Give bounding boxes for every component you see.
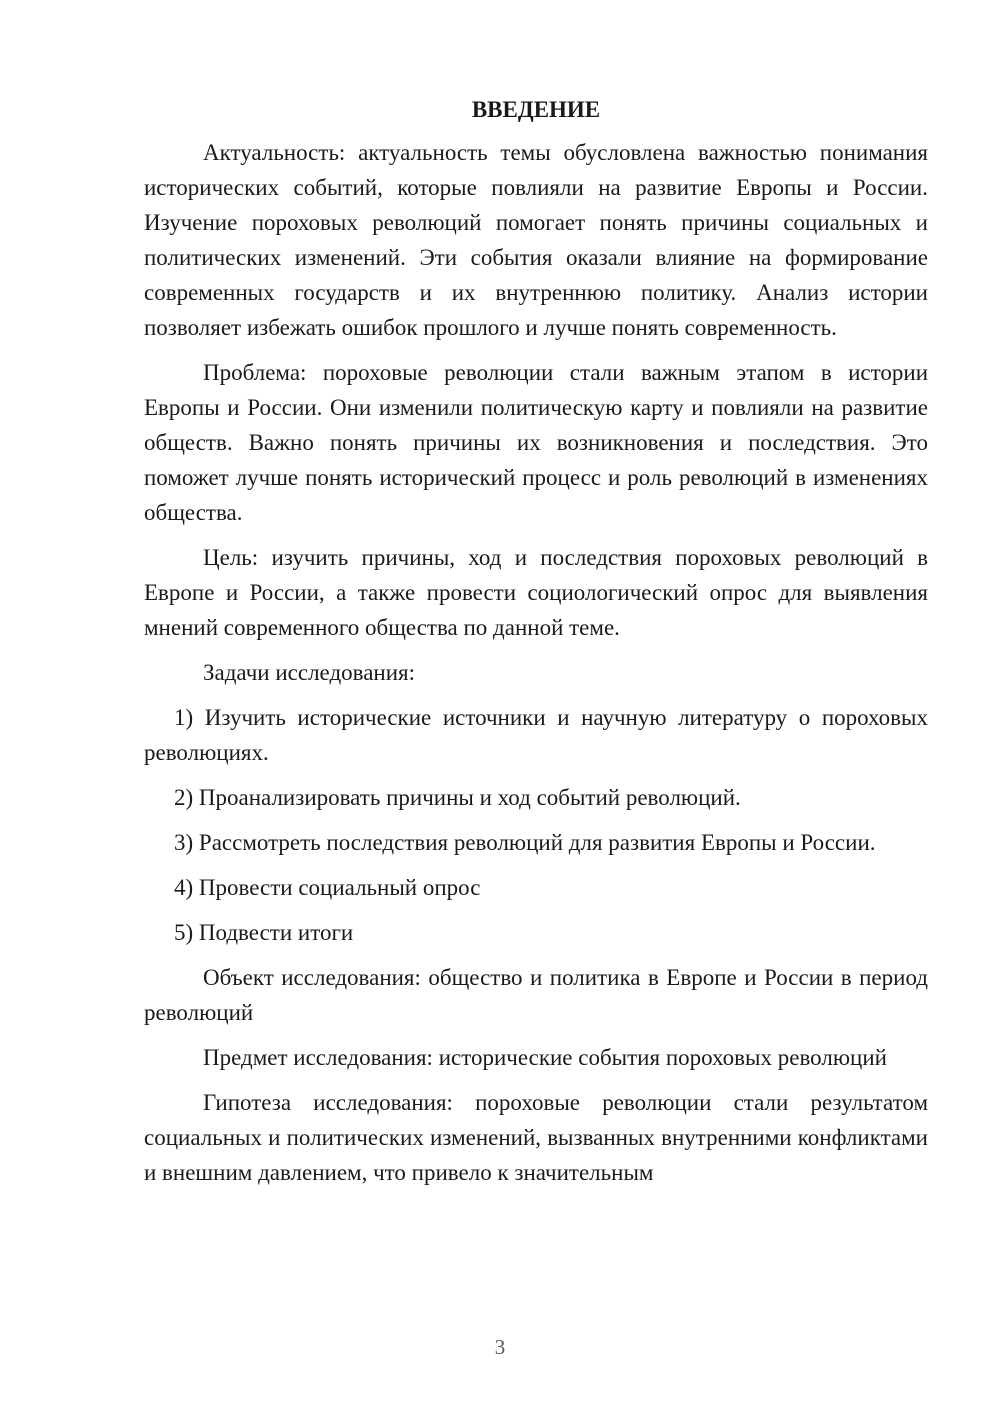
- task-item-2: 2) Проанализировать причины и ход событий революций.: [174, 785, 741, 810]
- object-paragraph: Объект исследования: общество и политика в Европе и России в период революций: [144, 965, 928, 1025]
- tasks-heading: Задачи исследования:: [203, 660, 416, 685]
- task-item-1: 1) Изучить исторические источники и научную литературу о пороховых революциях.: [144, 705, 928, 765]
- hypothesis-paragraph: Гипотеза исследования: пороховые революции стали результатом социальных и политических изменений, вызванных внутренними конфликтами и внешним давлением, что привело к значительным: [144, 1090, 928, 1185]
- page-content: [144, 92, 928, 1200]
- relevance-paragraph: Актуальность: актуальность темы обусловлена важностью понимания исторических событий, которые повлияли на развитие Европы и России. Изучение пороховых революций помогает понять причины социальных и политических изменений. Эти события оказали влияние на формирование современных государств и их внутреннюю политику. Анализ истории позволяет избежать ошибок прошлого и лучше понять современность.: [144, 140, 928, 340]
- goal-paragraph: Цель: изучить причины, ход и последствия пороховых революций в Европе и России, а также провести социологический опрос для выявления мнений современного общества по данной теме.: [144, 545, 928, 640]
- task-item-4: 4) Провести социальный опрос: [174, 875, 481, 900]
- task-item-3: 3) Рассмотреть последствия революций для развития Европы и России.: [174, 830, 876, 855]
- subject-paragraph: Предмет исследования: исторические события пороховых революций: [203, 1045, 887, 1070]
- section-title: ВВЕДЕНИЕ: [471, 97, 601, 122]
- page-number: 3: [494, 1335, 506, 1359]
- problem-paragraph: Проблема: пороховые революции стали важным этапом в истории Европы и России. Они изменили политическую карту и повлияли на развитие обществ. Важно понять причины их возникновения и последствия. Это поможет лучше понять исторический процесс и роль революций в изменениях общества.: [144, 360, 928, 525]
- task-item-5: 5) Подвести итоги: [174, 920, 354, 945]
